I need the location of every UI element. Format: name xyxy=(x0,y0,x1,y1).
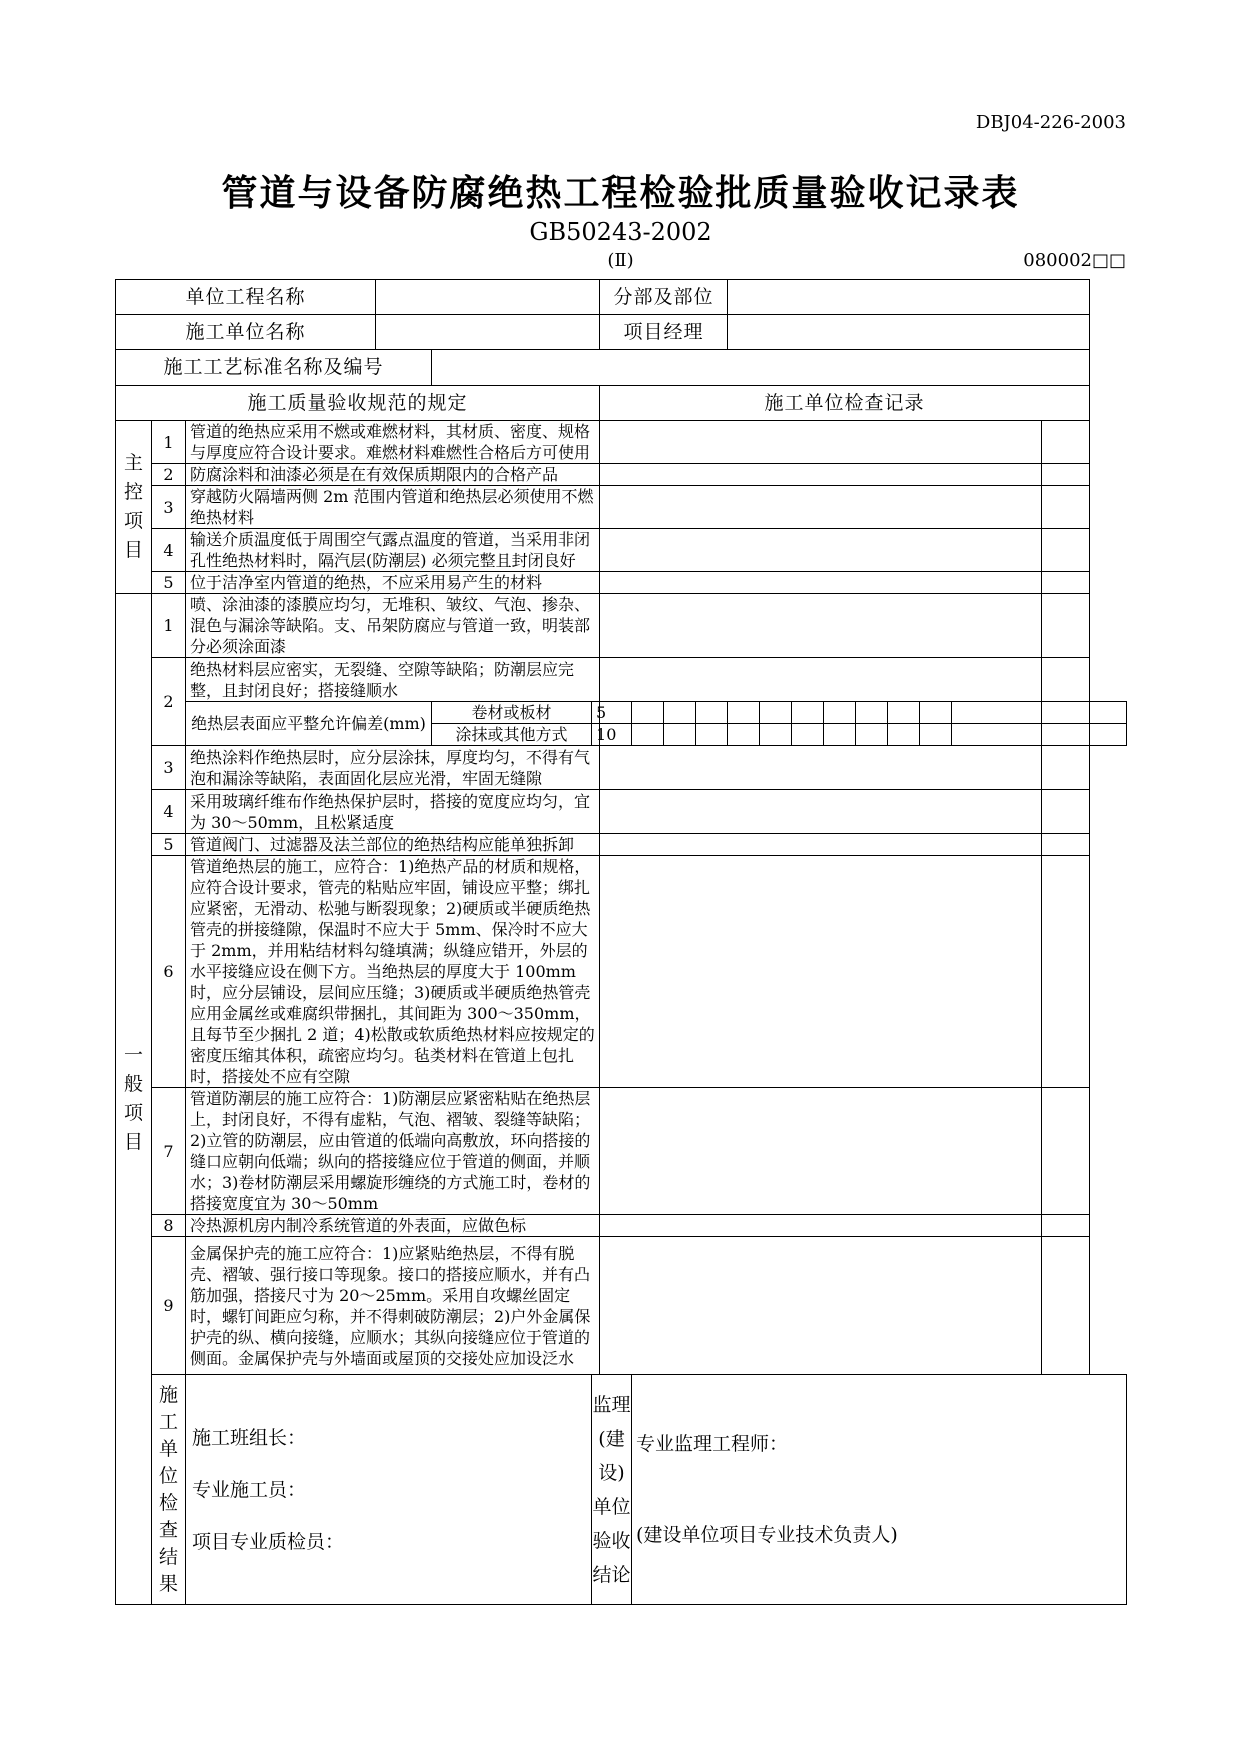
tolerance-value: 5 xyxy=(592,702,600,724)
worker-label: 专业施工员： xyxy=(192,1478,307,1501)
main-item-3: 穿越防火隔墙两侧 2m 范围内管道和绝热层必须使用不燃绝热材料 xyxy=(186,486,600,529)
measure-cell[interactable] xyxy=(696,702,728,724)
item-number: 4 xyxy=(152,529,186,572)
record-cell[interactable] xyxy=(1042,746,1090,790)
main-item-2: 防腐涂料和油漆必须是在有效保质期限内的合格产品 xyxy=(186,464,600,486)
record-cell[interactable] xyxy=(600,1215,1042,1237)
measure-cell[interactable] xyxy=(728,702,760,724)
process-standard-label: 施工工艺标准名称及编号 xyxy=(116,350,432,386)
record-cell[interactable] xyxy=(600,464,1042,486)
qc-label: 项目专业质检员： xyxy=(192,1530,345,1553)
measure-cell[interactable] xyxy=(952,724,1042,746)
division-location-field[interactable] xyxy=(728,280,1090,315)
record-cell[interactable] xyxy=(1042,421,1090,464)
inspection-table xyxy=(115,279,1127,1605)
tolerance-method: 卷材或板材 xyxy=(432,702,592,724)
record-cell[interactable] xyxy=(600,594,1042,658)
general-item-8: 冷热源机房内制冷系统管道的外表面，应做色标 xyxy=(186,1215,600,1237)
general-items-label: 一 般 项 目 xyxy=(116,594,152,1605)
measure-cell[interactable] xyxy=(792,724,824,746)
measure-cell[interactable] xyxy=(824,724,856,746)
item-number: 9 xyxy=(152,1237,186,1375)
record-cell[interactable] xyxy=(600,572,1042,594)
record-cell[interactable] xyxy=(1042,486,1090,529)
form-number: 080002□□ xyxy=(1023,250,1126,271)
measure-cell[interactable] xyxy=(760,702,792,724)
project-manager-label: 项目经理 xyxy=(600,315,728,350)
supervision-label: 监理 (建设) 单位 验收 结论 xyxy=(592,1375,632,1605)
record-cell[interactable] xyxy=(600,421,1042,464)
record-cell[interactable] xyxy=(600,529,1042,572)
main-item-5: 位于洁净室内管道的绝热，不应采用易产生的材料 xyxy=(186,572,600,594)
process-standard-field[interactable] xyxy=(432,350,1090,386)
record-cell[interactable] xyxy=(600,746,1042,790)
item-number: 4 xyxy=(152,790,186,834)
part-label: (Ⅱ) xyxy=(607,250,634,271)
item-number: 5 xyxy=(152,572,186,594)
measure-cell[interactable] xyxy=(856,724,888,746)
record-cell[interactable] xyxy=(600,1237,1042,1375)
record-cell[interactable] xyxy=(1042,529,1090,572)
record-cell[interactable] xyxy=(600,658,1042,702)
measure-cell[interactable] xyxy=(792,702,824,724)
item-number: 2 xyxy=(152,464,186,486)
record-cell[interactable] xyxy=(1042,1215,1090,1237)
record-cell[interactable] xyxy=(600,856,1042,1088)
measure-cell[interactable] xyxy=(632,724,664,746)
item-number: 7 xyxy=(152,1088,186,1215)
division-location-label: 分部及部位 xyxy=(600,280,728,315)
record-cell[interactable] xyxy=(1042,594,1090,658)
measure-cell[interactable] xyxy=(664,702,696,724)
record-cell[interactable] xyxy=(600,486,1042,529)
record-cell[interactable] xyxy=(600,790,1042,834)
record-cell[interactable] xyxy=(1042,790,1090,834)
measure-cell[interactable] xyxy=(1042,724,1090,746)
record-cell[interactable] xyxy=(1042,1088,1090,1215)
record-cell[interactable] xyxy=(1090,702,1127,724)
owner-rep-label: (建设单位项目专业技术负责人) xyxy=(636,1523,898,1546)
main-item-1: 管道的绝热应采用不燃或难燃材料，其材质、密度、规格与厚度应符合设计要求。难燃材料难燃性合格后方可使用 xyxy=(186,421,600,464)
item-number: 6 xyxy=(152,856,186,1088)
document-code: DBJ04-226-2003 xyxy=(975,112,1126,133)
measure-cell[interactable] xyxy=(728,724,760,746)
tolerance-method: 涂抹或其他方式 xyxy=(432,724,592,746)
item-number: 5 xyxy=(152,834,186,856)
measure-cell[interactable] xyxy=(696,724,728,746)
tolerance-label: 绝热层表面应平整允许偏差(mm) xyxy=(186,702,432,746)
general-item-5: 管道阀门、过滤器及法兰部位的绝热结构应能单独拆卸 xyxy=(186,834,600,856)
measure-cell[interactable] xyxy=(664,724,696,746)
measure-cell[interactable] xyxy=(888,702,920,724)
measure-cell[interactable] xyxy=(952,702,1042,724)
main-control-label: 主 控 项 目 xyxy=(116,421,152,594)
tolerance-value: 10 xyxy=(592,724,600,746)
item-number: 3 xyxy=(152,486,186,529)
inspection-record-header: 施工单位检查记录 xyxy=(600,386,1090,421)
general-item-1: 喷、涂油漆的漆膜应均匀，无堆积、皱纹、气泡、掺杂、混色与漏涂等缺陷。支、吊架防腐应与管道一致，明装部分必须涂面漆 xyxy=(186,594,600,658)
general-item-2: 绝热材料层应密实，无裂缝、空隙等缺陷；防潮层应完整，且封闭良好；搭接缝顺水 xyxy=(186,658,600,702)
general-item-4: 采用玻璃纤维布作绝热保护层时，搭接的宽度应均匀，宜为 30～50mm，且松紧适度 xyxy=(186,790,600,834)
record-cell[interactable] xyxy=(600,1088,1042,1215)
page-title: 管道与设备防腐绝热工程检验批质量验收记录表 xyxy=(221,172,1020,214)
standard-number: GB50243-2002 xyxy=(529,218,712,246)
unit-project-name-label: 单位工程名称 xyxy=(116,280,376,315)
general-item-6: 管道绝热层的施工，应符合：1)绝热产品的材质和规格，应符合设计要求，管壳的粘贴应牢固，铺设应平整；绑扎应紧密，无滑动、松驰与断裂现象；2)硬质或半硬质绝热管壳的拼接缝隙，保温时不应大于 5mm、保冷时不应大于 2mm，并用粘结材料勾缝填满；纵缝应错开，外层的水平接缝应设在侧下方。当绝热层的厚度大于 100mm 时，应分层铺设，层间应压缝；3)硬质或半硬质绝热管壳应用金属丝或难腐织带捆扎，其间距为 300～350mm，且每节至少捆扎 2 道；4)松散或软质绝热材料应按规定的密度压缩其体积，疏密应均匀。毡类材料在管道上包扎时，搭接处不应有空隙 xyxy=(186,856,600,1088)
record-cell[interactable] xyxy=(1042,1237,1090,1375)
measure-cell[interactable] xyxy=(824,702,856,724)
construction-result-label: 施 工 单 位 检 查 结 果 xyxy=(152,1375,186,1605)
spec-rules-header: 施工质量验收规范的规定 xyxy=(116,386,600,421)
record-cell[interactable] xyxy=(1042,658,1090,702)
item-number: 2 xyxy=(152,658,186,746)
record-cell[interactable] xyxy=(1042,856,1090,1088)
supervision-engineer-label: 专业监理工程师： xyxy=(636,1432,789,1455)
construction-unit-field[interactable] xyxy=(376,315,600,350)
item-number: 8 xyxy=(152,1215,186,1237)
measure-cell[interactable] xyxy=(760,724,792,746)
record-cell[interactable] xyxy=(1090,724,1127,746)
measure-cell[interactable] xyxy=(920,702,952,724)
item-number: 1 xyxy=(152,421,186,464)
main-item-4: 输送介质温度低于周围空气露点温度的管道，当采用非闭孔性绝热材料时，隔汽层(防潮层) 必须完整且封闭良好 xyxy=(186,529,600,572)
project-manager-field[interactable] xyxy=(728,315,1090,350)
measure-cell[interactable] xyxy=(856,702,888,724)
record-cell[interactable] xyxy=(1042,464,1090,486)
record-cell[interactable] xyxy=(1042,572,1090,594)
item-number: 3 xyxy=(152,746,186,790)
general-item-7: 管道防潮层的施工应符合：1)防潮层应紧密粘贴在绝热层上，封闭良好，不得有虚粘，气泡、褶皱、裂缝等缺陷；2)立管的防潮层，应由管道的低端向高敷放，环向搭接的缝口应朝向低端；纵向的搭接缝应位于管道的侧面，并顺水；3)卷材防潮层采用螺旋形缠绕的方式施工时，卷材的搭接宽度宜为 30～50mm xyxy=(186,1088,600,1215)
record-cell[interactable] xyxy=(600,834,1042,856)
team-leader-label: 施工班组长： xyxy=(192,1426,307,1449)
measure-cell[interactable] xyxy=(632,702,664,724)
general-item-3: 绝热涂料作绝热层时，应分层涂抹，厚度均匀，不得有气泡和漏涂等缺陷，表面固化层应光滑，牢固无缝隙 xyxy=(186,746,600,790)
measure-cell[interactable] xyxy=(1042,702,1090,724)
measure-cell[interactable] xyxy=(920,724,952,746)
general-item-9: 金属保护壳的施工应符合：1)应紧贴绝热层，不得有脱壳、褶皱、强行接口等现象。接口的搭接应顺水，并有凸筋加强，搭接尺寸为 20～25mm。采用自攻螺丝固定时，螺钉间距应匀称，并不得刺破防潮层；2)户外金属保护壳的纵、横向接缝，应顺水；其纵向接缝应位于管道的侧面。金属保护壳与外墙面或屋顶的交接处应加设泛水 xyxy=(186,1237,600,1375)
unit-project-name-field[interactable] xyxy=(376,280,600,315)
item-number: 1 xyxy=(152,594,186,658)
construction-unit-label: 施工单位名称 xyxy=(116,315,376,350)
record-cell[interactable] xyxy=(1042,834,1090,856)
measure-cell[interactable] xyxy=(888,724,920,746)
